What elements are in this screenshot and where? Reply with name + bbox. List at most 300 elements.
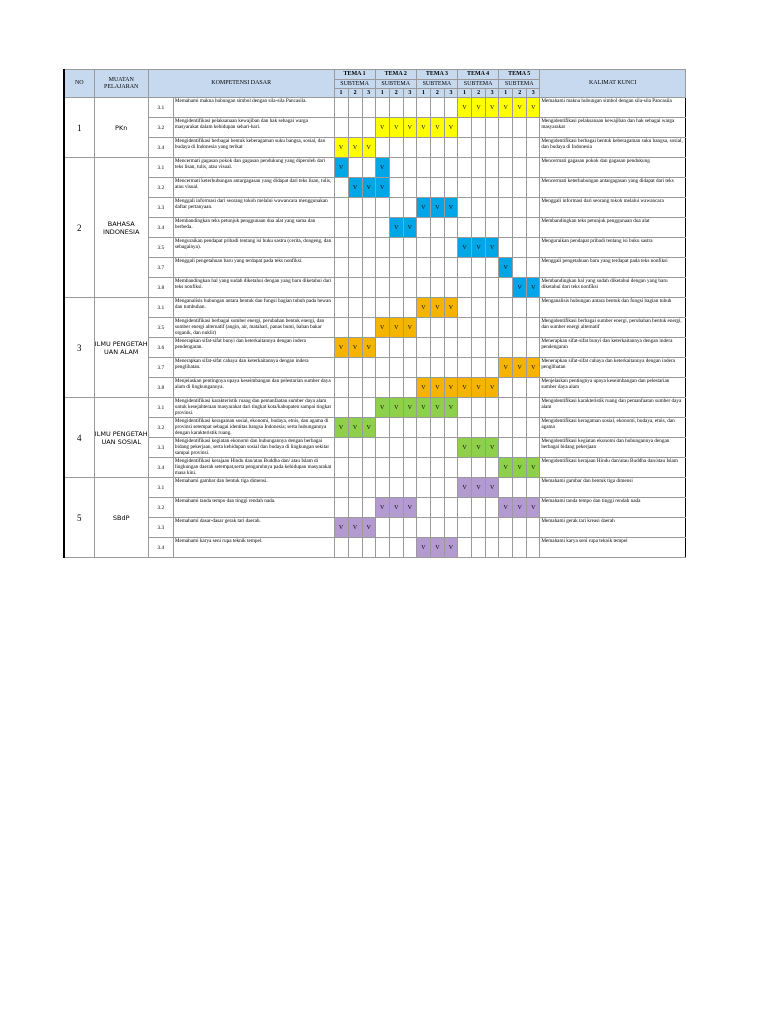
kd-text: Menganalisis hubungan antara bentuk dan fungsi bagian tubuh pada hewan dan tumbuhan.	[174, 298, 331, 310]
empty-cell	[472, 358, 486, 378]
header-subtema-number: 2	[472, 89, 486, 98]
kd-code: 3.7	[148, 258, 173, 278]
check-mark: V	[416, 398, 430, 418]
empty-cell	[362, 278, 375, 298]
empty-cell	[499, 178, 513, 198]
table-row	[64, 318, 686, 338]
empty-cell	[527, 478, 540, 498]
empty-cell	[486, 258, 499, 278]
empty-cell	[486, 338, 499, 358]
header-subtema-number: 1	[416, 89, 430, 98]
check-mark: V	[334, 138, 348, 158]
empty-cell	[472, 298, 486, 318]
check-mark: V	[375, 118, 389, 138]
empty-cell	[499, 138, 513, 158]
header-subtema-number: 2	[430, 89, 444, 98]
kd-text: Mencermati gagasan pokok dan gagasan pendukung yang diperoleh dari teks lisan, tulis, atau visual.	[174, 158, 326, 170]
check-mark: V	[499, 258, 513, 278]
kd-description	[173, 98, 334, 118]
check-mark: V	[472, 478, 486, 498]
header-subtema-number: 3	[527, 89, 540, 98]
empty-cell	[444, 318, 457, 338]
empty-cell	[403, 478, 416, 498]
kd-code: 3.8	[148, 278, 173, 298]
empty-cell	[486, 278, 499, 298]
empty-cell	[472, 178, 486, 198]
kalimat-kunci-text: Mengidentifikasi kegiatan ekonomi dan hubungannya dengan berbagai bidang pekerjaan	[541, 438, 670, 450]
empty-cell	[430, 358, 444, 378]
header-subtema-number: 1	[458, 89, 472, 98]
kalimat-kunci	[540, 158, 686, 178]
check-mark: V	[348, 418, 362, 438]
empty-cell	[513, 158, 527, 178]
empty-cell	[430, 98, 444, 118]
check-mark: V	[389, 118, 403, 138]
empty-cell	[348, 298, 362, 318]
empty-cell	[403, 98, 416, 118]
empty-cell	[513, 218, 527, 238]
empty-cell	[472, 118, 486, 138]
empty-cell	[472, 518, 486, 538]
empty-cell	[499, 238, 513, 258]
empty-cell	[375, 278, 389, 298]
empty-cell	[389, 198, 403, 218]
empty-cell	[444, 418, 457, 438]
table-row	[64, 118, 686, 138]
empty-cell	[472, 338, 486, 358]
check-mark: V	[513, 98, 527, 118]
check-mark: V	[334, 418, 348, 438]
empty-cell	[348, 358, 362, 378]
check-mark: V	[362, 418, 375, 438]
header-subtema-number: 2	[513, 89, 527, 98]
empty-cell	[527, 298, 540, 318]
empty-cell	[334, 478, 348, 498]
empty-cell	[499, 538, 513, 558]
check-mark: V	[444, 378, 457, 398]
empty-cell	[334, 298, 348, 318]
empty-cell	[348, 318, 362, 338]
table-row	[64, 158, 686, 178]
check-mark: V	[499, 358, 513, 378]
check-mark: V	[499, 98, 513, 118]
kd-text: Membandingkan hal yang sudah diketahui dengan yang baru diketahui dari teks nonfiksi.	[174, 278, 332, 290]
empty-cell	[403, 178, 416, 198]
check-mark: V	[389, 498, 403, 518]
check-mark: V	[375, 178, 389, 198]
subject-name: ILMU PENGETAH UAN SOSIAL	[94, 398, 148, 478]
empty-cell	[403, 418, 416, 438]
empty-cell	[416, 138, 430, 158]
kd-code: 3.1	[148, 158, 173, 178]
check-mark: V	[375, 318, 389, 338]
empty-cell	[416, 158, 430, 178]
empty-cell	[362, 358, 375, 378]
empty-cell	[499, 198, 513, 218]
kd-description	[173, 478, 334, 498]
table-row	[64, 518, 686, 538]
empty-cell	[348, 198, 362, 218]
empty-cell	[416, 238, 430, 258]
empty-cell	[430, 178, 444, 198]
header-subtema-number: 3	[444, 89, 457, 98]
check-mark: V	[416, 118, 430, 138]
check-mark: V	[444, 398, 457, 418]
empty-cell	[389, 358, 403, 378]
empty-cell	[334, 258, 348, 278]
table-row	[64, 458, 686, 478]
check-mark: V	[389, 218, 403, 238]
empty-cell	[375, 218, 389, 238]
kalimat-kunci-text: Menjelaskan pentingnya upaya keseimbangan dan pelestarian sumber daya alam	[541, 378, 670, 390]
header-no: NO	[64, 70, 94, 98]
empty-cell	[362, 198, 375, 218]
table-row	[64, 418, 686, 438]
empty-cell	[527, 378, 540, 398]
empty-cell	[375, 138, 389, 158]
check-mark: V	[472, 378, 486, 398]
empty-cell	[458, 258, 472, 278]
empty-cell	[527, 338, 540, 358]
empty-cell	[486, 218, 499, 238]
kd-code: 3.1	[148, 298, 173, 318]
empty-cell	[499, 518, 513, 538]
empty-cell	[430, 338, 444, 358]
empty-cell	[472, 278, 486, 298]
kd-code: 3.2	[148, 498, 173, 518]
check-mark: V	[334, 338, 348, 358]
check-mark: V	[416, 538, 430, 558]
empty-cell	[527, 218, 540, 238]
kd-code: 3.3	[148, 438, 173, 458]
header-tema-1: TEMA 1	[334, 70, 375, 80]
kalimat-kunci	[540, 418, 686, 438]
table-row	[64, 358, 686, 378]
empty-cell	[348, 158, 362, 178]
check-mark: V	[458, 238, 472, 258]
check-mark: V	[527, 358, 540, 378]
empty-cell	[375, 198, 389, 218]
empty-cell	[348, 118, 362, 138]
empty-cell	[472, 198, 486, 218]
table-row	[64, 338, 686, 358]
header-kalimat-kunci: KALIMAT KUNCI	[540, 70, 686, 98]
empty-cell	[389, 178, 403, 198]
kd-code: 3.1	[148, 398, 173, 418]
kd-description	[173, 458, 334, 478]
kalimat-kunci-text: Menganalisis hubungan antara bentuk dan fungsi bagian tubuh	[541, 298, 672, 304]
empty-cell	[444, 278, 457, 298]
kd-description	[173, 518, 334, 538]
kd-code: 3.2	[148, 418, 173, 438]
empty-cell	[486, 358, 499, 378]
empty-cell	[362, 378, 375, 398]
empty-cell	[527, 538, 540, 558]
empty-cell	[403, 238, 416, 258]
kd-text: Mengidentifikasi kerajaan Hindu dan/atau Buddha dan/ atau Islam di lingkungan daerah setempat,serta pengaruhnya pada kehidupan masyarakat masa kini.	[174, 458, 332, 476]
kalimat-kunci	[540, 238, 686, 258]
empty-cell	[375, 258, 389, 278]
empty-cell	[348, 398, 362, 418]
check-mark: V	[499, 458, 513, 478]
empty-cell	[362, 318, 375, 338]
empty-cell	[472, 498, 486, 518]
empty-cell	[527, 118, 540, 138]
empty-cell	[362, 298, 375, 318]
empty-cell	[403, 258, 416, 278]
check-mark: V	[486, 238, 499, 258]
empty-cell	[444, 338, 457, 358]
group-number: 4	[64, 398, 94, 478]
kalimat-kunci	[540, 198, 686, 218]
group-number: 5	[64, 478, 94, 558]
kalimat-kunci	[540, 538, 686, 558]
group-number: 1	[64, 98, 94, 158]
empty-cell	[416, 98, 430, 118]
empty-cell	[403, 278, 416, 298]
kd-description	[173, 418, 334, 438]
kd-code: 3.1	[148, 478, 173, 498]
table-row	[64, 138, 686, 158]
empty-cell	[416, 518, 430, 538]
empty-cell	[348, 458, 362, 478]
empty-cell	[499, 418, 513, 438]
empty-cell	[472, 418, 486, 438]
empty-cell	[499, 218, 513, 238]
kd-code: 3.3	[148, 198, 173, 218]
empty-cell	[499, 338, 513, 358]
kalimat-kunci	[540, 298, 686, 318]
header-subtema-number: 3	[486, 89, 499, 98]
kalimat-kunci	[540, 458, 686, 478]
check-mark: V	[362, 178, 375, 198]
check-mark: V	[472, 238, 486, 258]
kd-code: 3.8	[148, 378, 173, 398]
header-subtema: SUBTEMA	[334, 80, 375, 89]
empty-cell	[444, 498, 457, 518]
kalimat-kunci	[540, 138, 686, 158]
empty-cell	[513, 138, 527, 158]
check-mark: V	[458, 378, 472, 398]
empty-cell	[444, 358, 457, 378]
check-mark: V	[403, 118, 416, 138]
empty-cell	[375, 418, 389, 438]
kalimat-kunci-text: Memahami karya seni rupa teknik tempel	[541, 538, 628, 544]
subject-name: PKn	[94, 98, 148, 158]
kalimat-kunci-text: Menggali pengetahuan baru yang terdapat pada teks nonfiksi	[541, 258, 668, 264]
empty-cell	[375, 538, 389, 558]
empty-cell	[458, 138, 472, 158]
empty-cell	[486, 198, 499, 218]
check-mark: V	[334, 518, 348, 538]
kd-text: Mengidentifikasi kegiatan ekonomi dan hubungannya dengan berbagai bidang pekerjaan, serta kehidupan sosial dan budaya di lingkungan sekitar sampai provinsi.	[174, 438, 330, 456]
empty-cell	[513, 338, 527, 358]
kd-description	[173, 398, 334, 418]
empty-cell	[527, 318, 540, 338]
kd-text: Mengidentifikasi berbagai bentuk keberagaman suku bangsa, sosial, dan budaya di Indonesia yang terikat	[174, 138, 326, 150]
empty-cell	[513, 258, 527, 278]
check-mark: V	[444, 298, 457, 318]
kalimat-kunci-text: Mengidentifikasi berbagai bentuk keberagaman suku bangsa, sosial, dan budaya di Indonesia	[541, 138, 683, 150]
kd-description	[173, 238, 334, 258]
header-tema-4: TEMA 4	[458, 70, 499, 80]
empty-cell	[486, 398, 499, 418]
empty-cell	[362, 538, 375, 558]
empty-cell	[527, 158, 540, 178]
kd-description	[173, 338, 334, 358]
empty-cell	[458, 518, 472, 538]
header-kompetensi: KOMPETENSI DASAR	[148, 70, 334, 98]
empty-cell	[527, 258, 540, 278]
empty-cell	[334, 458, 348, 478]
empty-cell	[444, 458, 457, 478]
check-mark: V	[513, 278, 527, 298]
empty-cell	[486, 538, 499, 558]
empty-cell	[472, 138, 486, 158]
check-mark: V	[389, 398, 403, 418]
table-row	[64, 278, 686, 298]
check-mark: V	[486, 478, 499, 498]
kd-description	[173, 298, 334, 318]
kd-description	[173, 498, 334, 518]
empty-cell	[499, 278, 513, 298]
empty-cell	[416, 178, 430, 198]
empty-cell	[403, 518, 416, 538]
empty-cell	[389, 138, 403, 158]
header-subtema-number: 2	[389, 89, 403, 98]
empty-cell	[334, 398, 348, 418]
header-muatan: MUATAN PELAJARAN	[94, 70, 148, 98]
empty-cell	[389, 278, 403, 298]
empty-cell	[486, 118, 499, 138]
empty-cell	[527, 438, 540, 458]
check-mark: V	[430, 378, 444, 398]
kalimat-kunci-text: Mencermati keterhubungan antargagasan yang didapat dari teks	[541, 178, 674, 184]
empty-cell	[444, 98, 457, 118]
check-mark: V	[375, 398, 389, 418]
empty-cell	[499, 378, 513, 398]
kalimat-kunci-text: Memahami gambar dan bentuk tiga dimensi	[541, 478, 633, 484]
empty-cell	[362, 398, 375, 418]
kalimat-kunci-text: Menggali informasi dari seorang tokoh melalui wawancara	[541, 198, 664, 204]
empty-cell	[513, 518, 527, 538]
kalimat-kunci	[540, 278, 686, 298]
empty-cell	[458, 418, 472, 438]
check-mark: V	[416, 298, 430, 318]
kd-code: 3.5	[148, 238, 173, 258]
empty-cell	[486, 418, 499, 438]
table-row	[64, 258, 686, 278]
empty-cell	[430, 418, 444, 438]
empty-cell	[389, 458, 403, 478]
empty-cell	[430, 518, 444, 538]
empty-cell	[444, 178, 457, 198]
kalimat-kunci	[540, 258, 686, 278]
kd-text: Mengidentifikasi karakteristik ruang dan pemanfaatan sumber daya alam untuk kesejahteraan masyarakat dari tingkat kota/kabupaten sampai tingkat provinsi.	[174, 398, 331, 416]
empty-cell	[513, 198, 527, 218]
check-mark: V	[416, 378, 430, 398]
empty-cell	[430, 278, 444, 298]
kalimat-kunci	[540, 478, 686, 498]
kd-description	[173, 138, 334, 158]
empty-cell	[458, 178, 472, 198]
empty-cell	[472, 258, 486, 278]
empty-cell	[430, 478, 444, 498]
kd-description	[173, 358, 334, 378]
check-mark: V	[486, 98, 499, 118]
kd-code: 3.4	[148, 138, 173, 158]
empty-cell	[362, 498, 375, 518]
kalimat-kunci	[540, 318, 686, 338]
kd-description	[173, 378, 334, 398]
check-mark: V	[527, 458, 540, 478]
empty-cell	[375, 298, 389, 318]
kd-text: Memahami dasar-dasar gerak tari daerah.	[174, 518, 261, 524]
empty-cell	[403, 438, 416, 458]
empty-cell	[430, 458, 444, 478]
kalimat-kunci-text: Memahami gerak tari kreasi daerah	[541, 518, 615, 524]
empty-cell	[403, 378, 416, 398]
empty-cell	[389, 298, 403, 318]
check-mark: V	[403, 318, 416, 338]
table-row	[64, 298, 686, 318]
kalimat-kunci	[540, 378, 686, 398]
empty-cell	[348, 538, 362, 558]
empty-cell	[334, 378, 348, 398]
empty-cell	[458, 398, 472, 418]
empty-cell	[486, 318, 499, 338]
empty-cell	[486, 518, 499, 538]
empty-cell	[458, 538, 472, 558]
empty-cell	[416, 478, 430, 498]
empty-cell	[362, 118, 375, 138]
empty-cell	[444, 478, 457, 498]
empty-cell	[334, 498, 348, 518]
empty-cell	[389, 238, 403, 258]
empty-cell	[472, 218, 486, 238]
check-mark: V	[527, 498, 540, 518]
kd-description	[173, 258, 334, 278]
empty-cell	[513, 318, 527, 338]
kd-text: Mengidentifikasi keragaman sosial, ekonomi, budaya, etnis, dan agama di provinsi setempat sebagai identitas bangsa Indonesia; serta hubungannya dengan karakteristik ruang.	[174, 418, 329, 436]
empty-cell	[334, 238, 348, 258]
check-mark: V	[348, 138, 362, 158]
kd-description	[173, 158, 334, 178]
check-mark: V	[527, 278, 540, 298]
empty-cell	[334, 198, 348, 218]
empty-cell	[416, 418, 430, 438]
empty-cell	[499, 318, 513, 338]
kalimat-kunci	[540, 498, 686, 518]
check-mark: V	[403, 398, 416, 418]
header-subtema: SUBTEMA	[416, 80, 457, 89]
empty-cell	[527, 238, 540, 258]
check-mark: V	[513, 358, 527, 378]
header-subtema: SUBTEMA	[458, 80, 499, 89]
empty-cell	[527, 138, 540, 158]
group-number: 3	[64, 298, 94, 398]
empty-cell	[389, 418, 403, 438]
kalimat-kunci	[540, 98, 686, 118]
empty-cell	[348, 378, 362, 398]
kd-code: 3.7	[148, 358, 173, 378]
table-row	[64, 378, 686, 398]
empty-cell	[416, 318, 430, 338]
empty-cell	[348, 98, 362, 118]
check-mark: V	[348, 178, 362, 198]
empty-cell	[389, 538, 403, 558]
check-mark: V	[348, 518, 362, 538]
